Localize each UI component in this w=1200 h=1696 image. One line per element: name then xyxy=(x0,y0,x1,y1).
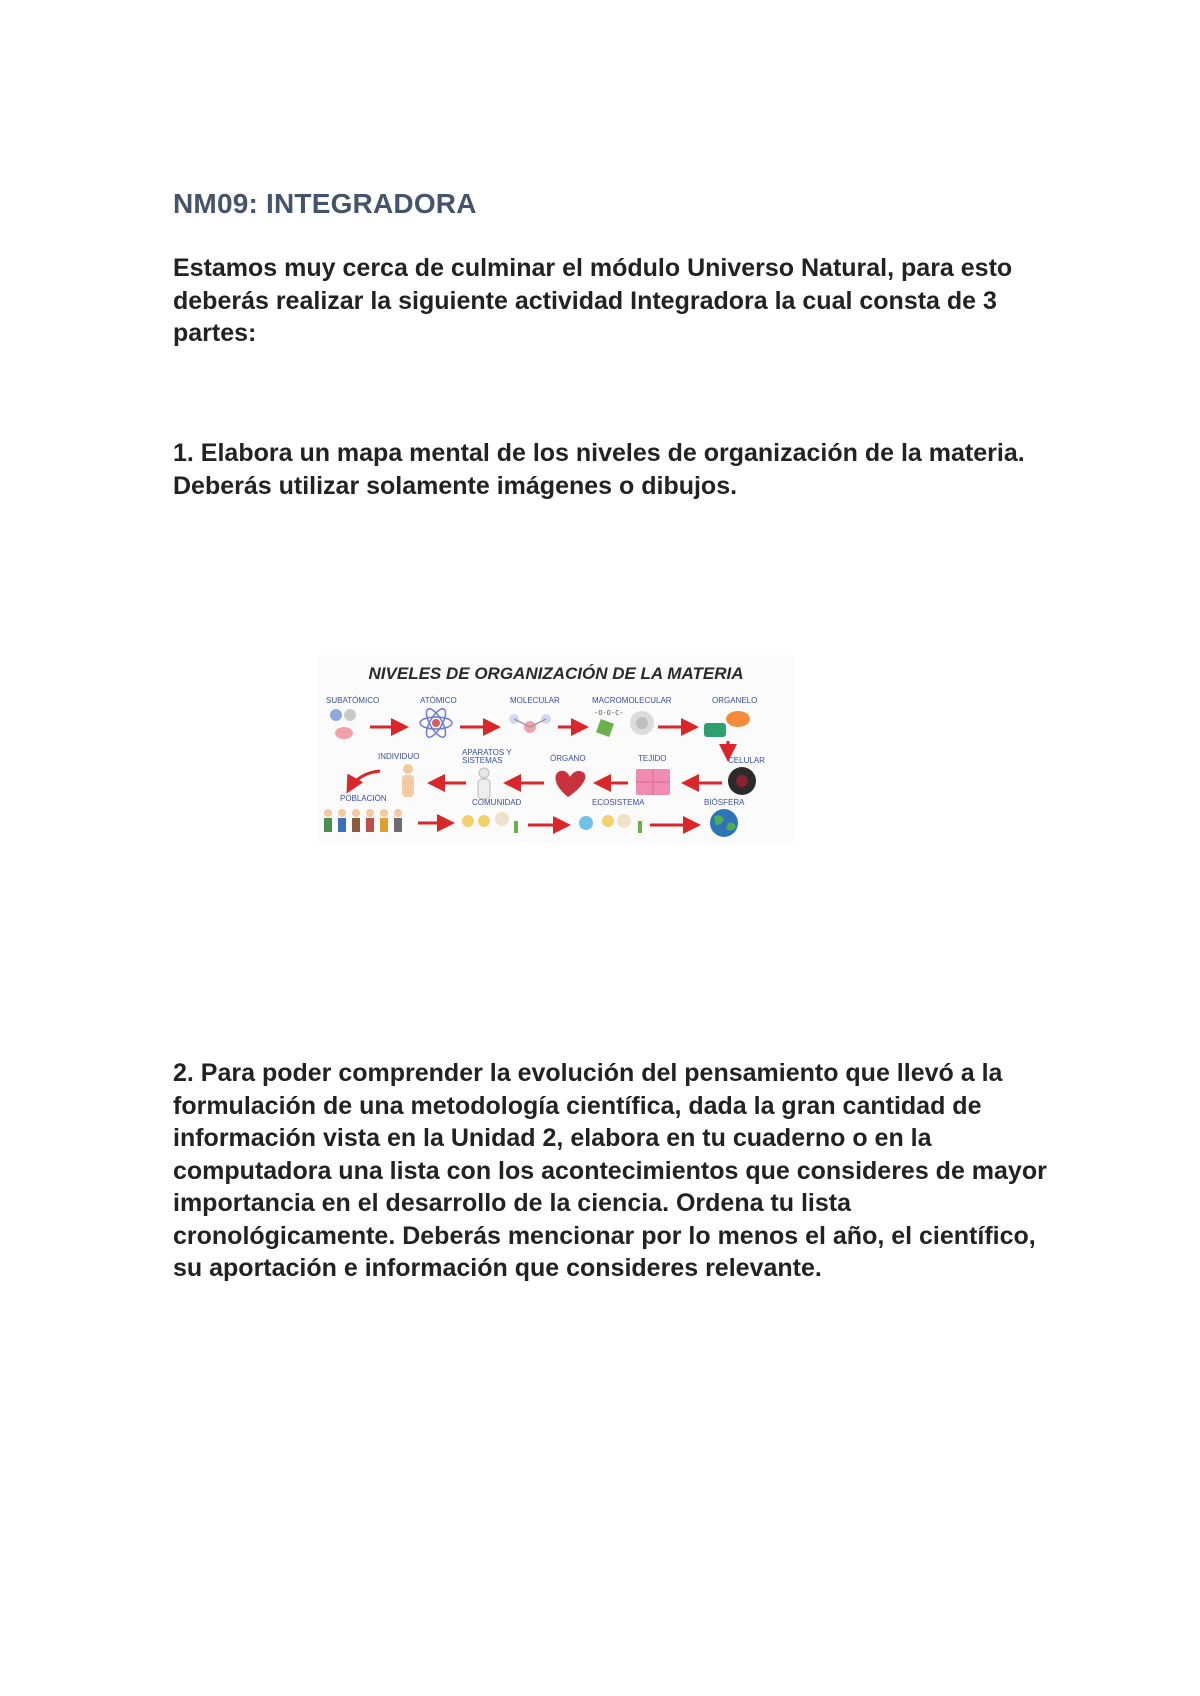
label-organo: ÓRGANO xyxy=(550,754,586,763)
arrows-row-3 xyxy=(418,823,698,825)
individual-icon xyxy=(402,764,414,797)
figure-title: NIVELES DE ORGANIZACIÓN DE LA MATERIA xyxy=(368,664,744,683)
tissue-icon xyxy=(636,769,670,795)
arrows-row-1 xyxy=(370,727,728,759)
label-organelo: ORGANELO xyxy=(712,696,758,705)
organization-levels-figure xyxy=(318,655,794,843)
ecosystem-icon xyxy=(579,814,642,833)
label-aparatos-1: APARATOS Y xyxy=(462,748,512,757)
label-subatomico: SUBATÓMICO xyxy=(326,696,380,705)
population-icon xyxy=(324,809,402,832)
instruction-item-1: 1. Elabora un mapa mental de los niveles de organización de la materia. Deberás utilizar solamente imágenes o dibujos. xyxy=(173,439,1025,500)
atom-icon xyxy=(420,706,452,740)
subatomic-icon xyxy=(330,709,356,739)
cell-icon xyxy=(728,767,756,795)
label-biosfera: BIÓSFERA xyxy=(704,798,745,807)
label-ecosistema: ECOSISTEMA xyxy=(592,798,645,807)
label-tejido: TEJIDO xyxy=(638,754,667,763)
label-comunidad: COMUNIDAD xyxy=(472,798,522,807)
heart-icon xyxy=(556,771,586,797)
instruction-item-2: 2. Para poder comprender la evolución del pensamiento que llevó a la formulación de una metodología científica, dada la gran cantidad de información vista en la Unidad 2, elabora en tu cuaderno o en la computadora una lista con los acontecimientos que consideres de mayor importancia en el desarrollo de la ciencia. Ordena tu lista cronológicamente. Deberás mencionar por lo menos el año, el científico, su aportación e información que consideres relevante. xyxy=(173,1059,1047,1282)
systems-icon xyxy=(478,768,490,799)
label-poblacion: POBLACIÓN xyxy=(340,794,387,803)
label-aparatos-2: SISTEMAS xyxy=(462,756,503,765)
organelle-icon xyxy=(704,711,750,737)
earth-icon xyxy=(710,809,738,837)
label-macromolecular: MACROMOLECULAR xyxy=(592,696,672,705)
label-individuo: INDIVIDUO xyxy=(378,752,420,761)
svg-text:-O-O-C-: -O-O-C- xyxy=(594,709,624,717)
intro-paragraph: Estamos muy cerca de culminar el módulo Universo Natural, para esto deberás realizar la siguiente actividad Integradora la cual consta de 3 partes: xyxy=(173,254,1013,347)
organization-levels-diagram xyxy=(318,655,794,843)
molecule-icon xyxy=(509,714,551,733)
label-molecular: MOLECULAR xyxy=(510,696,560,705)
community-icon xyxy=(462,812,518,833)
label-atomico: ATÓMICO xyxy=(420,696,457,705)
label-celular: CELULAR xyxy=(728,756,765,765)
page-title: NM09: INTEGRADORA xyxy=(173,188,477,219)
macromolecule-icon xyxy=(594,709,654,737)
